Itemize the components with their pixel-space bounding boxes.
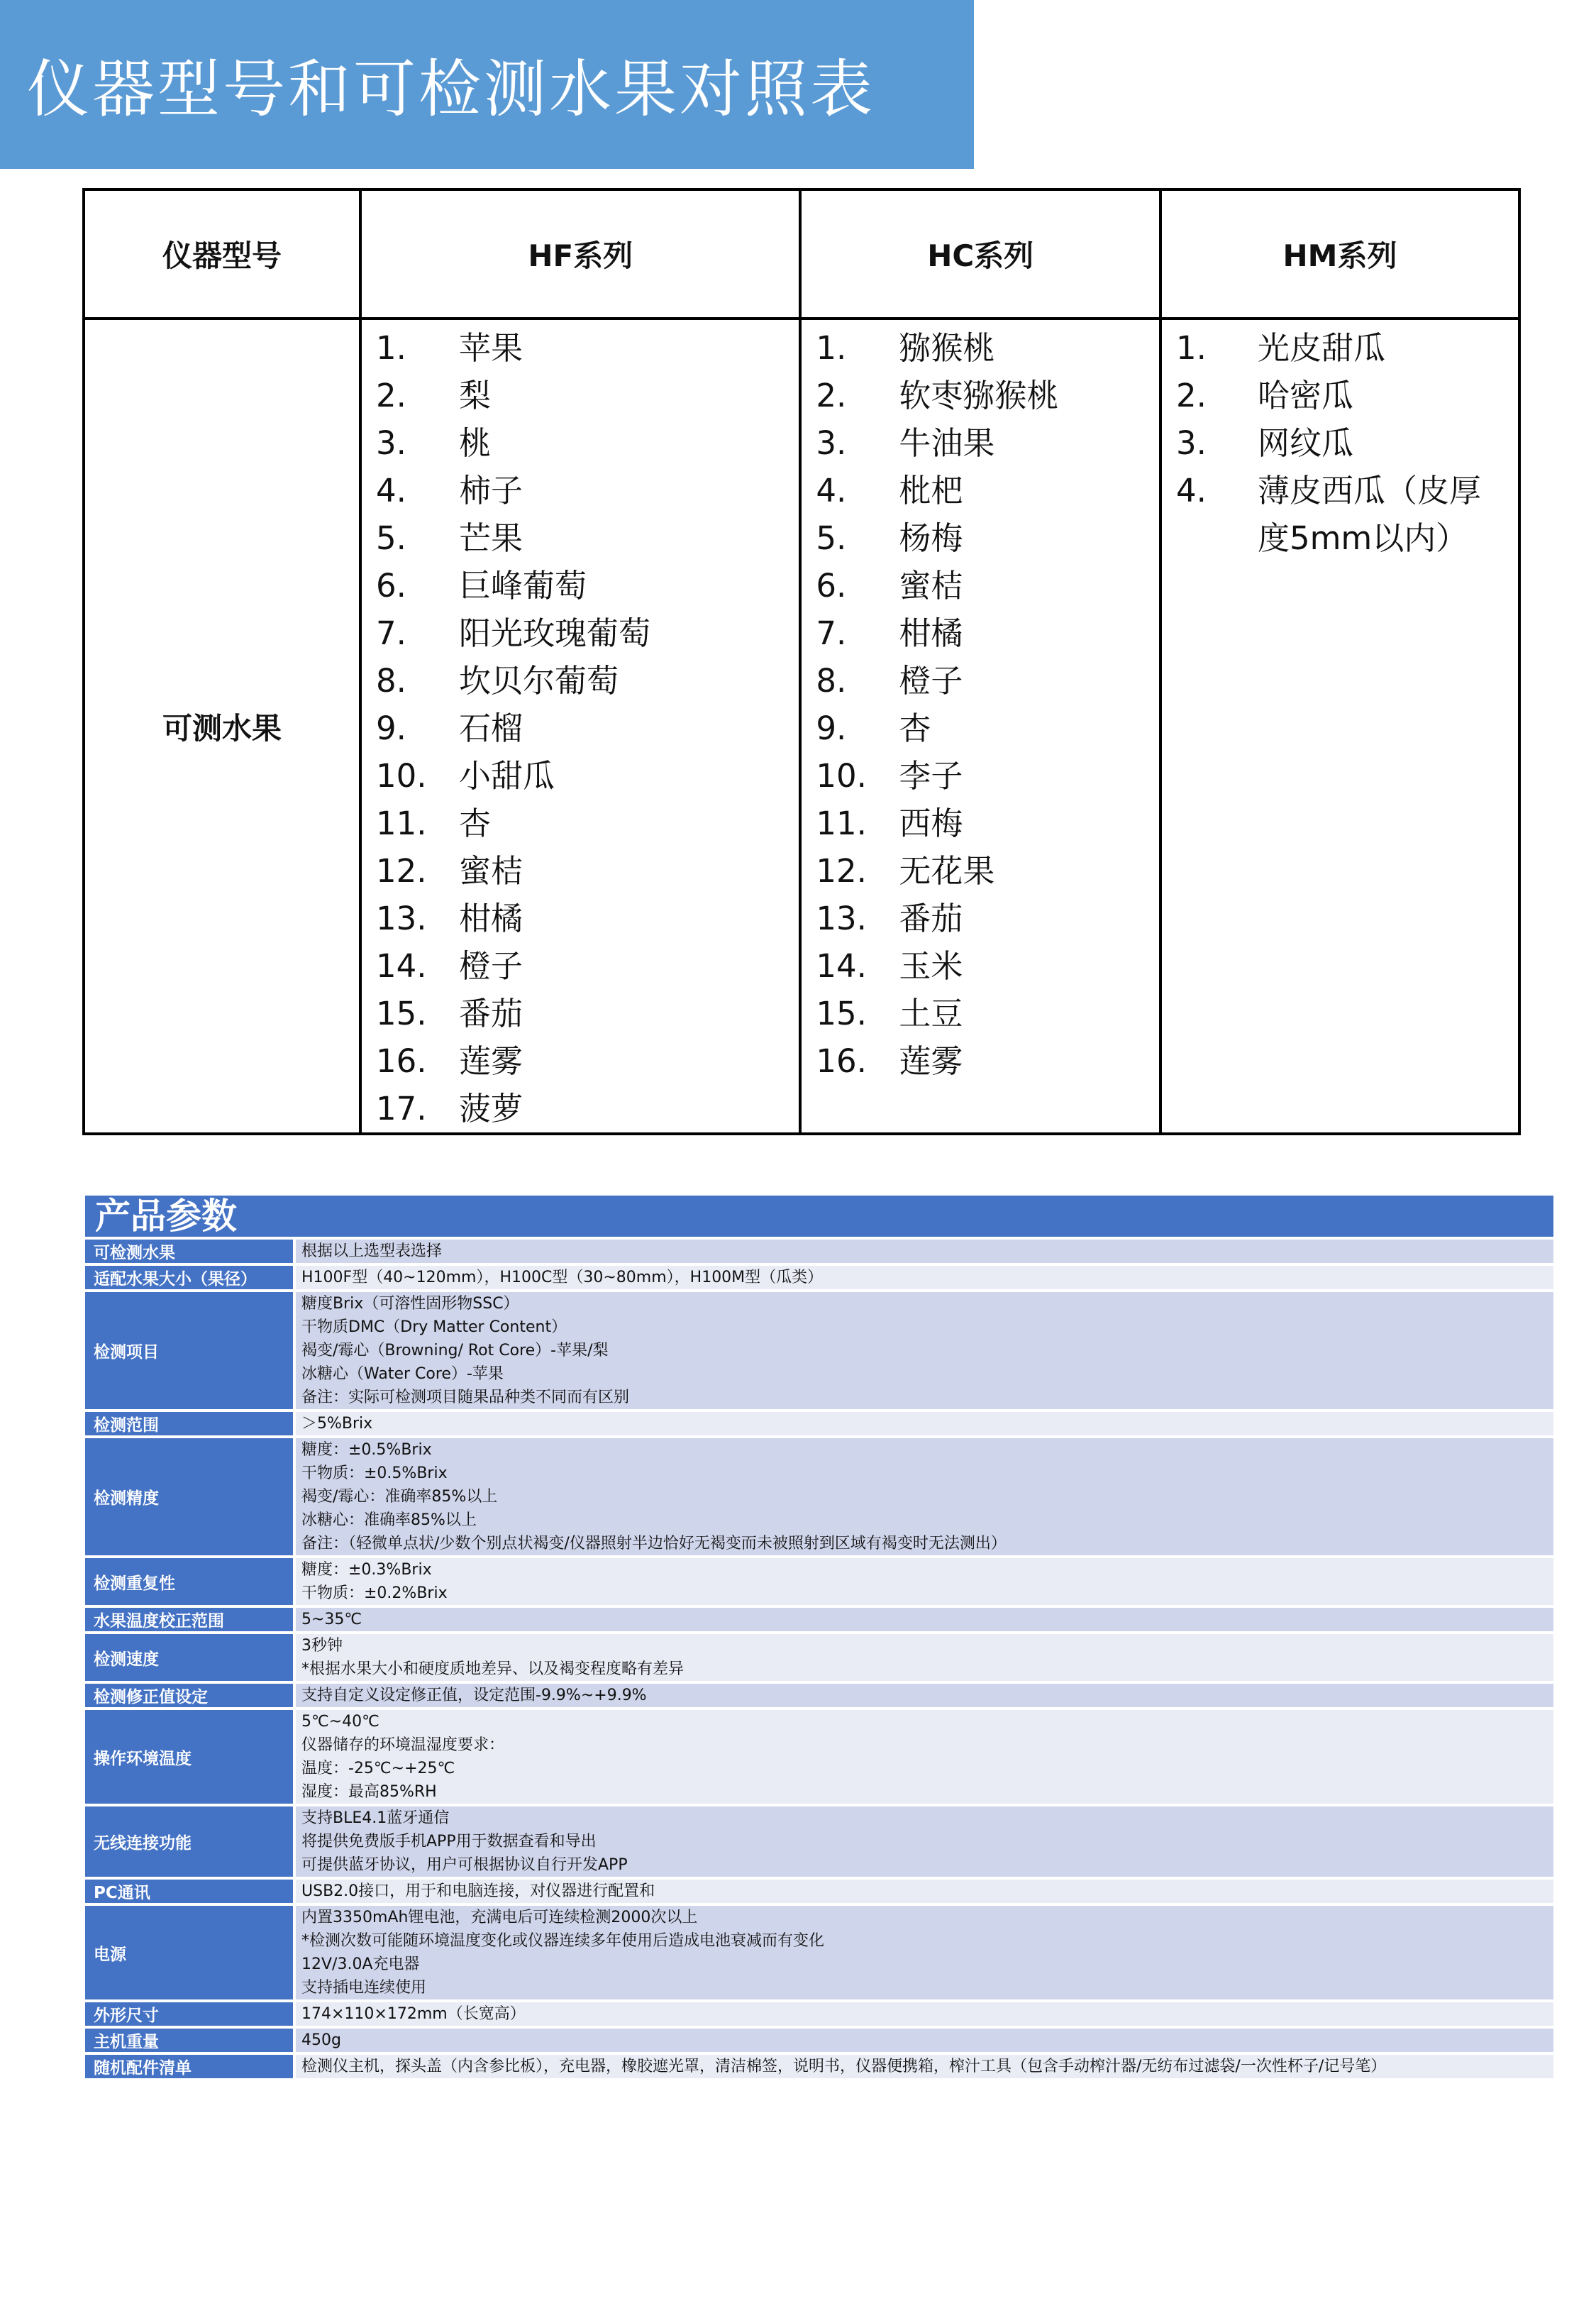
list-item	[816, 705, 1159, 752]
param-value	[296, 1684, 1553, 1707]
param-value-line: 干物质：±0.2%Brix	[301, 1584, 448, 1602]
fruit-name: 坎贝尔葡萄	[459, 662, 619, 700]
list-item	[816, 942, 1159, 990]
fruit-name: 杏	[899, 710, 931, 747]
param-value	[296, 1608, 1553, 1631]
product-params	[85, 1196, 1553, 2078]
param-row	[85, 1412, 1553, 1435]
list-item	[1176, 419, 1504, 467]
fruit-name: 薄皮西瓜（皮厚度5mm以内）	[1257, 472, 1481, 557]
list-item-number: 7.	[376, 614, 406, 652]
fruit-name: 网纹瓜	[1257, 424, 1353, 462]
param-value	[296, 1266, 1553, 1289]
param-value-line: 备注：实际可检测项目随果品种类不同而有区别	[301, 1389, 630, 1406]
list-item	[816, 847, 1159, 895]
fruit-name: 柿子	[459, 472, 523, 509]
param-value-line: 3秒钟	[301, 1637, 343, 1655]
fruit-name: 蜜桔	[899, 567, 963, 605]
list-item-number: 3.	[1175, 424, 1207, 462]
list-item-number: 12.	[816, 852, 867, 890]
fruit-name: 土豆	[899, 995, 963, 1032]
param-value-line: USB2.0接口，用于和电脑连接，对仪器进行配置和	[301, 1882, 655, 1900]
list-item	[816, 609, 1159, 657]
hf-fruit-list	[362, 320, 799, 1132]
header-hc-series: HC系列	[800, 189, 1160, 319]
list-item	[1176, 467, 1504, 562]
param-value-line: 冰糖心（Water Core）-苹果	[301, 1365, 504, 1383]
fruit-name: 梨	[459, 377, 492, 414]
list-item	[816, 990, 1159, 1037]
param-row	[85, 1558, 1553, 1605]
list-item	[816, 895, 1159, 942]
hm-cell	[1160, 319, 1519, 1134]
param-key: 主机重量	[85, 2029, 293, 2052]
list-item	[376, 990, 799, 1037]
list-item	[816, 372, 1159, 419]
list-item	[376, 1085, 799, 1132]
fruit-name: 柑橘	[899, 614, 963, 652]
fruit-name: 枇杷	[899, 472, 963, 509]
list-item	[816, 467, 1159, 514]
param-key: 可检测水果	[85, 1240, 293, 1263]
param-value	[296, 1710, 1553, 1804]
list-item	[376, 467, 799, 514]
param-value-line: 支持插电连续使用	[301, 1979, 427, 1997]
list-item-number: 8.	[376, 662, 406, 700]
param-value-line: 将提供免费版手机APP用于数据查看和导出	[301, 1833, 597, 1850]
list-item	[376, 514, 799, 562]
list-item	[376, 1037, 799, 1085]
param-key: 水果温度校正范围	[85, 1608, 293, 1631]
param-value	[296, 2029, 1553, 2052]
list-item-number: 13.	[376, 900, 427, 937]
fruit-name: 软枣猕猴桃	[899, 377, 1059, 414]
list-item-number: 2.	[816, 377, 847, 414]
param-row	[85, 2002, 1553, 2026]
list-item-number: 11.	[816, 805, 867, 842]
param-value	[296, 1880, 1553, 1903]
list-item-number: 9.	[376, 710, 406, 747]
param-value	[296, 1906, 1553, 1999]
list-item-number: 14.	[816, 947, 867, 985]
list-item-number: 7.	[816, 614, 847, 652]
param-value-line: 备注：（轻微单点状/少数个别点状褐变/仪器照射半边恰好无褐变而未被照射到区域有褐变时无法测出）	[301, 1535, 1007, 1552]
list-item-number: 13.	[816, 900, 867, 937]
list-item	[816, 1037, 1159, 1085]
fruit-name: 桃	[459, 424, 492, 462]
fruit-name: 芒果	[459, 519, 523, 557]
param-value-line: 5~35℃	[301, 1611, 362, 1628]
list-item	[376, 705, 799, 752]
fruit-name: 光皮甜瓜	[1257, 329, 1385, 367]
param-key: 适配水果大小（果径）	[85, 1266, 293, 1289]
param-value-line: *根据水果大小和硬度质地差异、以及褐变程度略有差异	[301, 1660, 685, 1678]
param-key: 随机配件清单	[85, 2055, 293, 2078]
list-item-number: 2.	[376, 377, 406, 414]
fruit-name: 巨峰葡萄	[459, 567, 587, 605]
header-hf-series: HF系列	[360, 189, 800, 319]
fruit-name: 杨梅	[899, 519, 963, 557]
fruit-name: 番茄	[459, 995, 523, 1032]
param-value-line: 糖度：±0.3%Brix	[301, 1561, 432, 1579]
fruit-name: 柑橘	[459, 900, 523, 937]
param-key: 电源	[85, 1906, 293, 1999]
param-key: 检测项目	[85, 1292, 293, 1409]
param-row	[85, 1266, 1553, 1289]
list-item	[816, 419, 1159, 467]
fruit-name: 橙子	[459, 947, 523, 985]
list-item	[376, 800, 799, 847]
list-item-number: 16.	[816, 1042, 867, 1080]
header-hm-series: HM系列	[1160, 189, 1519, 319]
param-value	[296, 1438, 1553, 1555]
list-item	[376, 324, 799, 372]
param-value-line: 湿度：最高85%RH	[301, 1783, 437, 1801]
list-item	[1176, 324, 1504, 372]
param-value-line: 支持自定义设定修正值，设定范围-9.9%~+9.9%	[301, 1687, 647, 1704]
param-value	[296, 1240, 1553, 1263]
list-item-number: 1.	[376, 329, 406, 367]
param-value-line: 检测仪主机，探头盖（内含参比板），充电器，橡胶遮光罩，清洁棉签，说明书，仪器便携箱，榨汁工具（包含手动榨汁器/无纺布过滤袋/一次性杯子/记号笔）	[301, 2058, 1387, 2075]
fruit-name: 苹果	[459, 329, 523, 367]
param-value-line: 450g	[301, 2031, 341, 2049]
hm-fruit-list	[1162, 320, 1518, 562]
fruit-name: 牛油果	[899, 424, 995, 462]
list-item-number: 14.	[376, 947, 427, 985]
list-item	[816, 800, 1159, 847]
params-heading: 产品参数	[85, 1196, 1553, 1237]
fruit-name: 蜜桔	[459, 852, 523, 890]
hc-fruit-list	[802, 320, 1159, 1085]
list-item-number: 3.	[376, 424, 406, 462]
list-item	[376, 847, 799, 895]
param-value-line: 仪器储存的环境温湿度要求：	[301, 1736, 505, 1754]
title-banner	[0, 0, 974, 169]
param-row	[85, 1684, 1553, 1707]
param-value-line: 温度：-25℃~+25℃	[301, 1760, 455, 1777]
list-item	[1176, 372, 1504, 419]
list-item	[376, 657, 799, 705]
hf-cell	[360, 319, 800, 1134]
header-model: 仪器型号	[84, 189, 360, 319]
hc-cell	[800, 319, 1160, 1134]
param-value-line: 冰糖心：准确率85%以上	[301, 1511, 477, 1529]
param-key: 外形尺寸	[85, 2002, 293, 2026]
list-item	[816, 562, 1159, 609]
param-value-line: 褐变/霉心：准确率85%以上	[301, 1488, 498, 1506]
param-row	[85, 1608, 1553, 1631]
list-item	[376, 419, 799, 467]
list-item-number: 4.	[1175, 472, 1207, 509]
list-item	[816, 324, 1159, 372]
param-value	[296, 1292, 1553, 1409]
param-row	[85, 1806, 1553, 1877]
param-key: 检测重复性	[85, 1558, 293, 1605]
param-value	[296, 2002, 1553, 2026]
param-value-line: 根据以上选型表选择	[301, 1242, 443, 1260]
param-row	[85, 1634, 1553, 1681]
fruit-row	[84, 319, 1519, 1134]
fruit-name: 阳光玫瑰葡萄	[459, 614, 651, 652]
param-value-line: H100F型（40~120mm），H100C型（30~80mm），H100M型（瓜类）	[301, 1269, 824, 1286]
param-key: 无线连接功能	[85, 1806, 293, 1877]
param-row	[85, 2029, 1553, 2052]
param-value-line: 糖度：±0.5%Brix	[301, 1441, 432, 1459]
list-item-number: 15.	[816, 995, 867, 1032]
param-key: 检测精度	[85, 1438, 293, 1555]
param-value	[296, 1806, 1553, 1877]
list-item-number: 6.	[816, 567, 847, 605]
param-key: 操作环境温度	[85, 1710, 293, 1804]
list-item-number: 6.	[376, 567, 406, 605]
param-value	[296, 2055, 1553, 2078]
fruit-name: 莲雾	[899, 1042, 963, 1080]
param-value-line: 5℃~40℃	[301, 1713, 379, 1731]
fruit-name: 番茄	[899, 900, 963, 937]
list-item	[376, 895, 799, 942]
list-item-number: 3.	[816, 424, 847, 462]
param-row	[85, 1240, 1553, 1263]
param-row	[85, 1880, 1553, 1903]
param-value-line: 174×110×172mm（长宽高）	[301, 2005, 526, 2023]
list-item	[376, 752, 799, 800]
fruit-name: 猕猴桃	[899, 329, 995, 367]
param-value-line: *检测次数可能随环境温度变化或仪器连续多年使用后造成电池衰减而有变化	[301, 1932, 825, 1950]
table-header-row	[84, 189, 1519, 319]
param-value-line: 支持BLE4.1蓝牙通信	[301, 1809, 450, 1827]
param-value-line: 可提供蓝牙协议，用户可根据协议自行开发APP	[301, 1856, 628, 1874]
list-item-number: 1.	[816, 329, 847, 367]
page-title: 仪器型号和可检测水果对照表	[27, 53, 876, 126]
list-item-number: 2.	[1175, 377, 1207, 414]
list-item-number: 5.	[376, 519, 406, 557]
param-value	[296, 1634, 1553, 1681]
list-item-number: 4.	[816, 472, 847, 509]
param-key: PC通讯	[85, 1880, 293, 1903]
list-item	[376, 942, 799, 990]
list-item-number: 9.	[816, 710, 847, 747]
fruit-name: 杏	[459, 805, 492, 842]
fruit-name: 无花果	[899, 852, 995, 890]
param-row	[85, 1710, 1553, 1804]
model-fruit-table	[82, 188, 1521, 1135]
list-item-number: 12.	[376, 852, 427, 890]
param-value-line: 褐变/霉心（Browning/ Rot Core）-苹果/梨	[301, 1342, 609, 1359]
list-item	[816, 657, 1159, 705]
param-key: 检测范围	[85, 1412, 293, 1435]
param-key: 检测修正值设定	[85, 1684, 293, 1707]
list-item-number: 10.	[376, 757, 427, 795]
list-item-number: 16.	[376, 1042, 427, 1080]
row-label-fruits: 可测水果	[84, 319, 360, 1134]
param-value-line: ＞5%Brix	[301, 1415, 373, 1433]
param-key: 检测速度	[85, 1634, 293, 1681]
list-item-number: 17.	[376, 1090, 427, 1127]
param-value-line: 干物质DMC（Dry Matter Content）	[301, 1318, 567, 1336]
fruit-name: 石榴	[459, 710, 523, 747]
param-value-line: 12V/3.0A充电器	[301, 1955, 420, 1973]
params-rows	[85, 1240, 1553, 2078]
param-value-line: 内置3350mAh锂电池，充满电后可连续检测2000次以上	[301, 1909, 698, 1926]
fruit-name: 莲雾	[459, 1042, 523, 1080]
list-item-number: 10.	[816, 757, 867, 795]
param-row	[85, 2055, 1553, 2078]
fruit-name: 西梅	[899, 805, 963, 842]
fruit-name: 橙子	[899, 662, 963, 700]
fruit-name: 玉米	[899, 947, 963, 985]
list-item-number: 5.	[816, 519, 847, 557]
param-value	[296, 1412, 1553, 1435]
fruit-name: 小甜瓜	[459, 757, 555, 795]
param-value-line: 糖度Brix（可溶性固形物SSC）	[301, 1295, 519, 1313]
list-item-number: 15.	[376, 995, 427, 1032]
list-item-number: 8.	[816, 662, 847, 700]
fruit-name: 哈密瓜	[1257, 377, 1353, 414]
list-item	[376, 609, 799, 657]
list-item-number: 11.	[376, 805, 427, 842]
list-item	[816, 514, 1159, 562]
list-item	[376, 562, 799, 609]
list-item-number: 4.	[376, 472, 406, 509]
list-item-number: 1.	[1175, 329, 1207, 367]
fruit-name: 菠萝	[459, 1090, 523, 1127]
param-row	[85, 1292, 1553, 1409]
fruit-name: 李子	[899, 757, 963, 795]
param-row	[85, 1438, 1553, 1555]
param-value-line: 干物质：±0.5%Brix	[301, 1464, 448, 1482]
list-item	[816, 752, 1159, 800]
param-row	[85, 1906, 1553, 1999]
param-value	[296, 1558, 1553, 1605]
list-item	[376, 372, 799, 419]
